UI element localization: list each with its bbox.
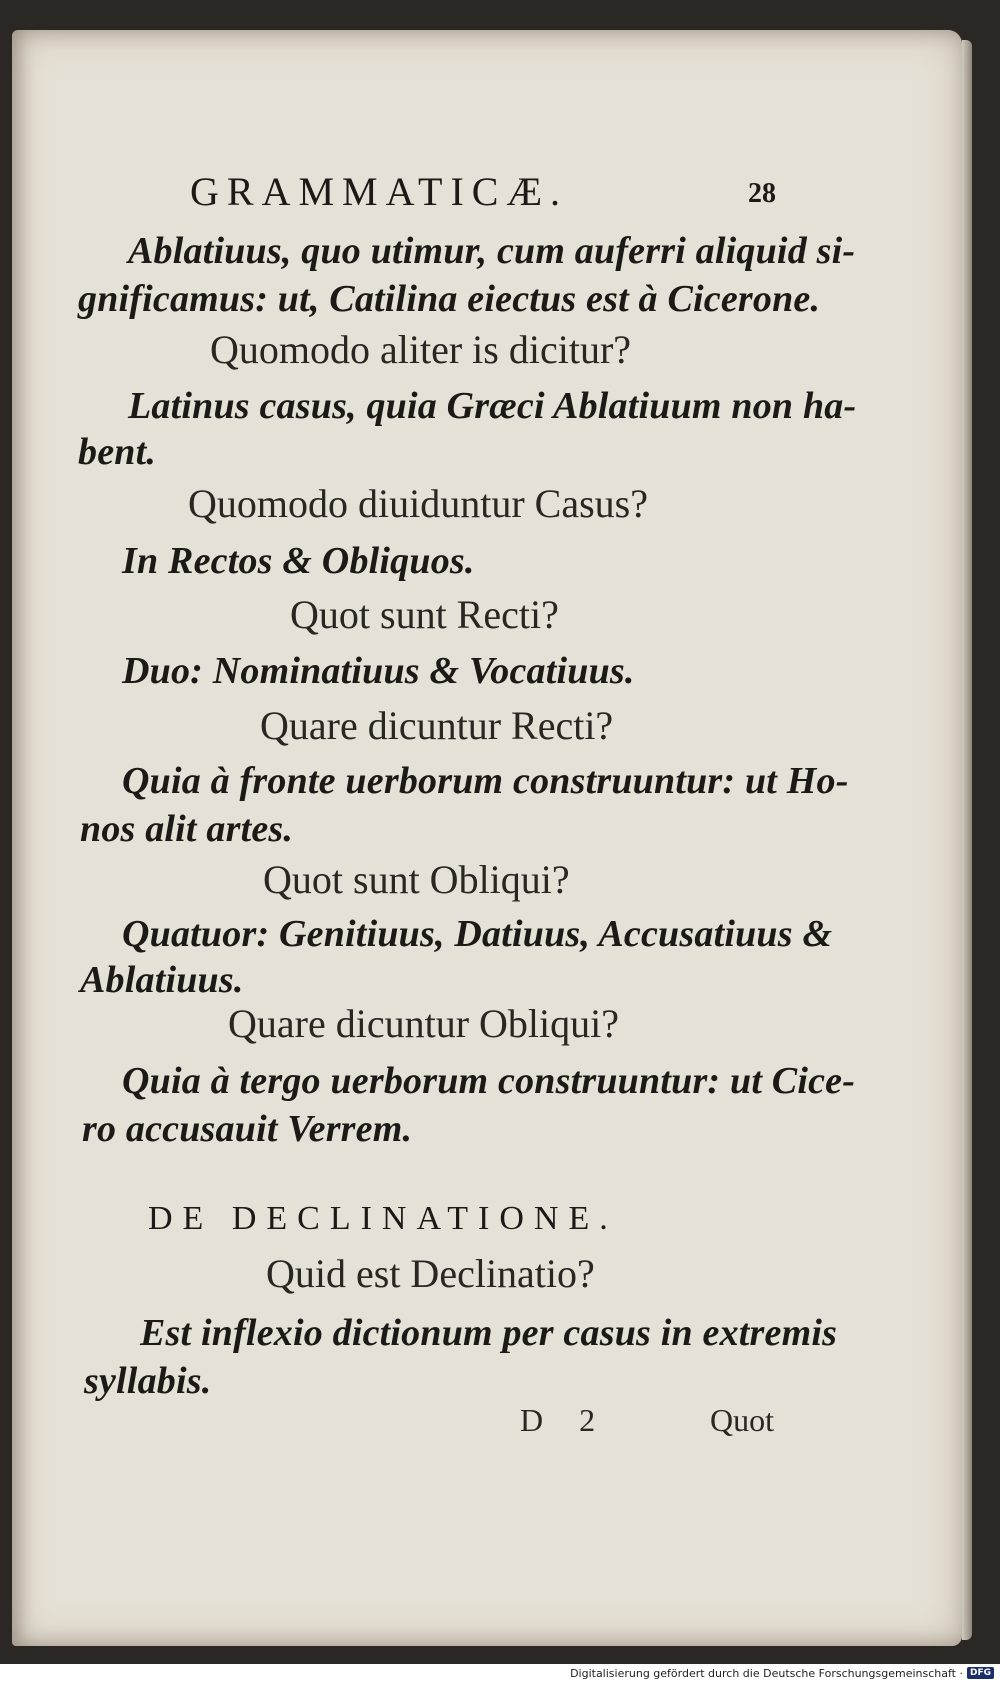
credit-text: Digitalisierung gefördert durch die Deutsche Forschungsgemeinschaft · xyxy=(570,1666,963,1680)
dfg-logo: DFG xyxy=(967,1667,994,1679)
text-line-22: syllabis. xyxy=(84,1360,212,1402)
text-line-5: bent. xyxy=(78,431,157,473)
text-line-7: In Rectos & Obliquos. xyxy=(122,540,475,582)
text-line-17: Quia à tergo uerborum construuntur: ut Cice- xyxy=(122,1060,856,1102)
text-line-21: Est inflexio dictionum per casus in extremis xyxy=(140,1312,838,1354)
text-line-1: Ablatiuus, quo utimur, cum auferri aliquid si- xyxy=(128,230,856,272)
text-line-4: Latinus casus, quia Græci Ablatiuum non ha- xyxy=(128,385,857,427)
question-line-8: Quot sunt Recti? xyxy=(290,592,559,637)
digitization-credit xyxy=(570,1664,994,1682)
page-edge xyxy=(962,40,972,1640)
text-line-18: ro accusauit Verrem. xyxy=(82,1108,413,1150)
catchword: Quot xyxy=(710,1402,774,1438)
page-number: 28 xyxy=(748,178,776,209)
running-title: GRAMMATICÆ. xyxy=(190,169,569,214)
section-heading: DE DECLINATIONE. xyxy=(148,1200,618,1237)
text-line-12: nos alit artes. xyxy=(80,808,294,850)
text-line-9: Duo: Nominatiuus & Vocatiuus. xyxy=(122,650,635,692)
question-line-3: Quomodo aliter is dicitur? xyxy=(210,327,632,372)
text-line-11: Quia à fronte uerborum construuntur: ut Ho- xyxy=(122,760,849,802)
question-line-10: Quare dicuntur Recti? xyxy=(260,703,614,748)
text-line-2: gnificamus: ut, Catilina eiectus est à Cicerone. xyxy=(78,278,821,320)
text-line-14: Quatuor: Genitiuus, Datiuus, Accusatiuus & xyxy=(122,913,833,955)
question-line-6: Quomodo diuiduntur Casus? xyxy=(188,481,648,526)
question-line-13: Quot sunt Obliqui? xyxy=(263,857,570,902)
text-line-15: Ablatiuus. xyxy=(80,959,244,1001)
question-line-20: Quid est Declinatio? xyxy=(266,1251,595,1296)
question-line-16: Quare dicuntur Obliqui? xyxy=(228,1001,619,1046)
signature-mark: D 2 xyxy=(520,1402,610,1438)
